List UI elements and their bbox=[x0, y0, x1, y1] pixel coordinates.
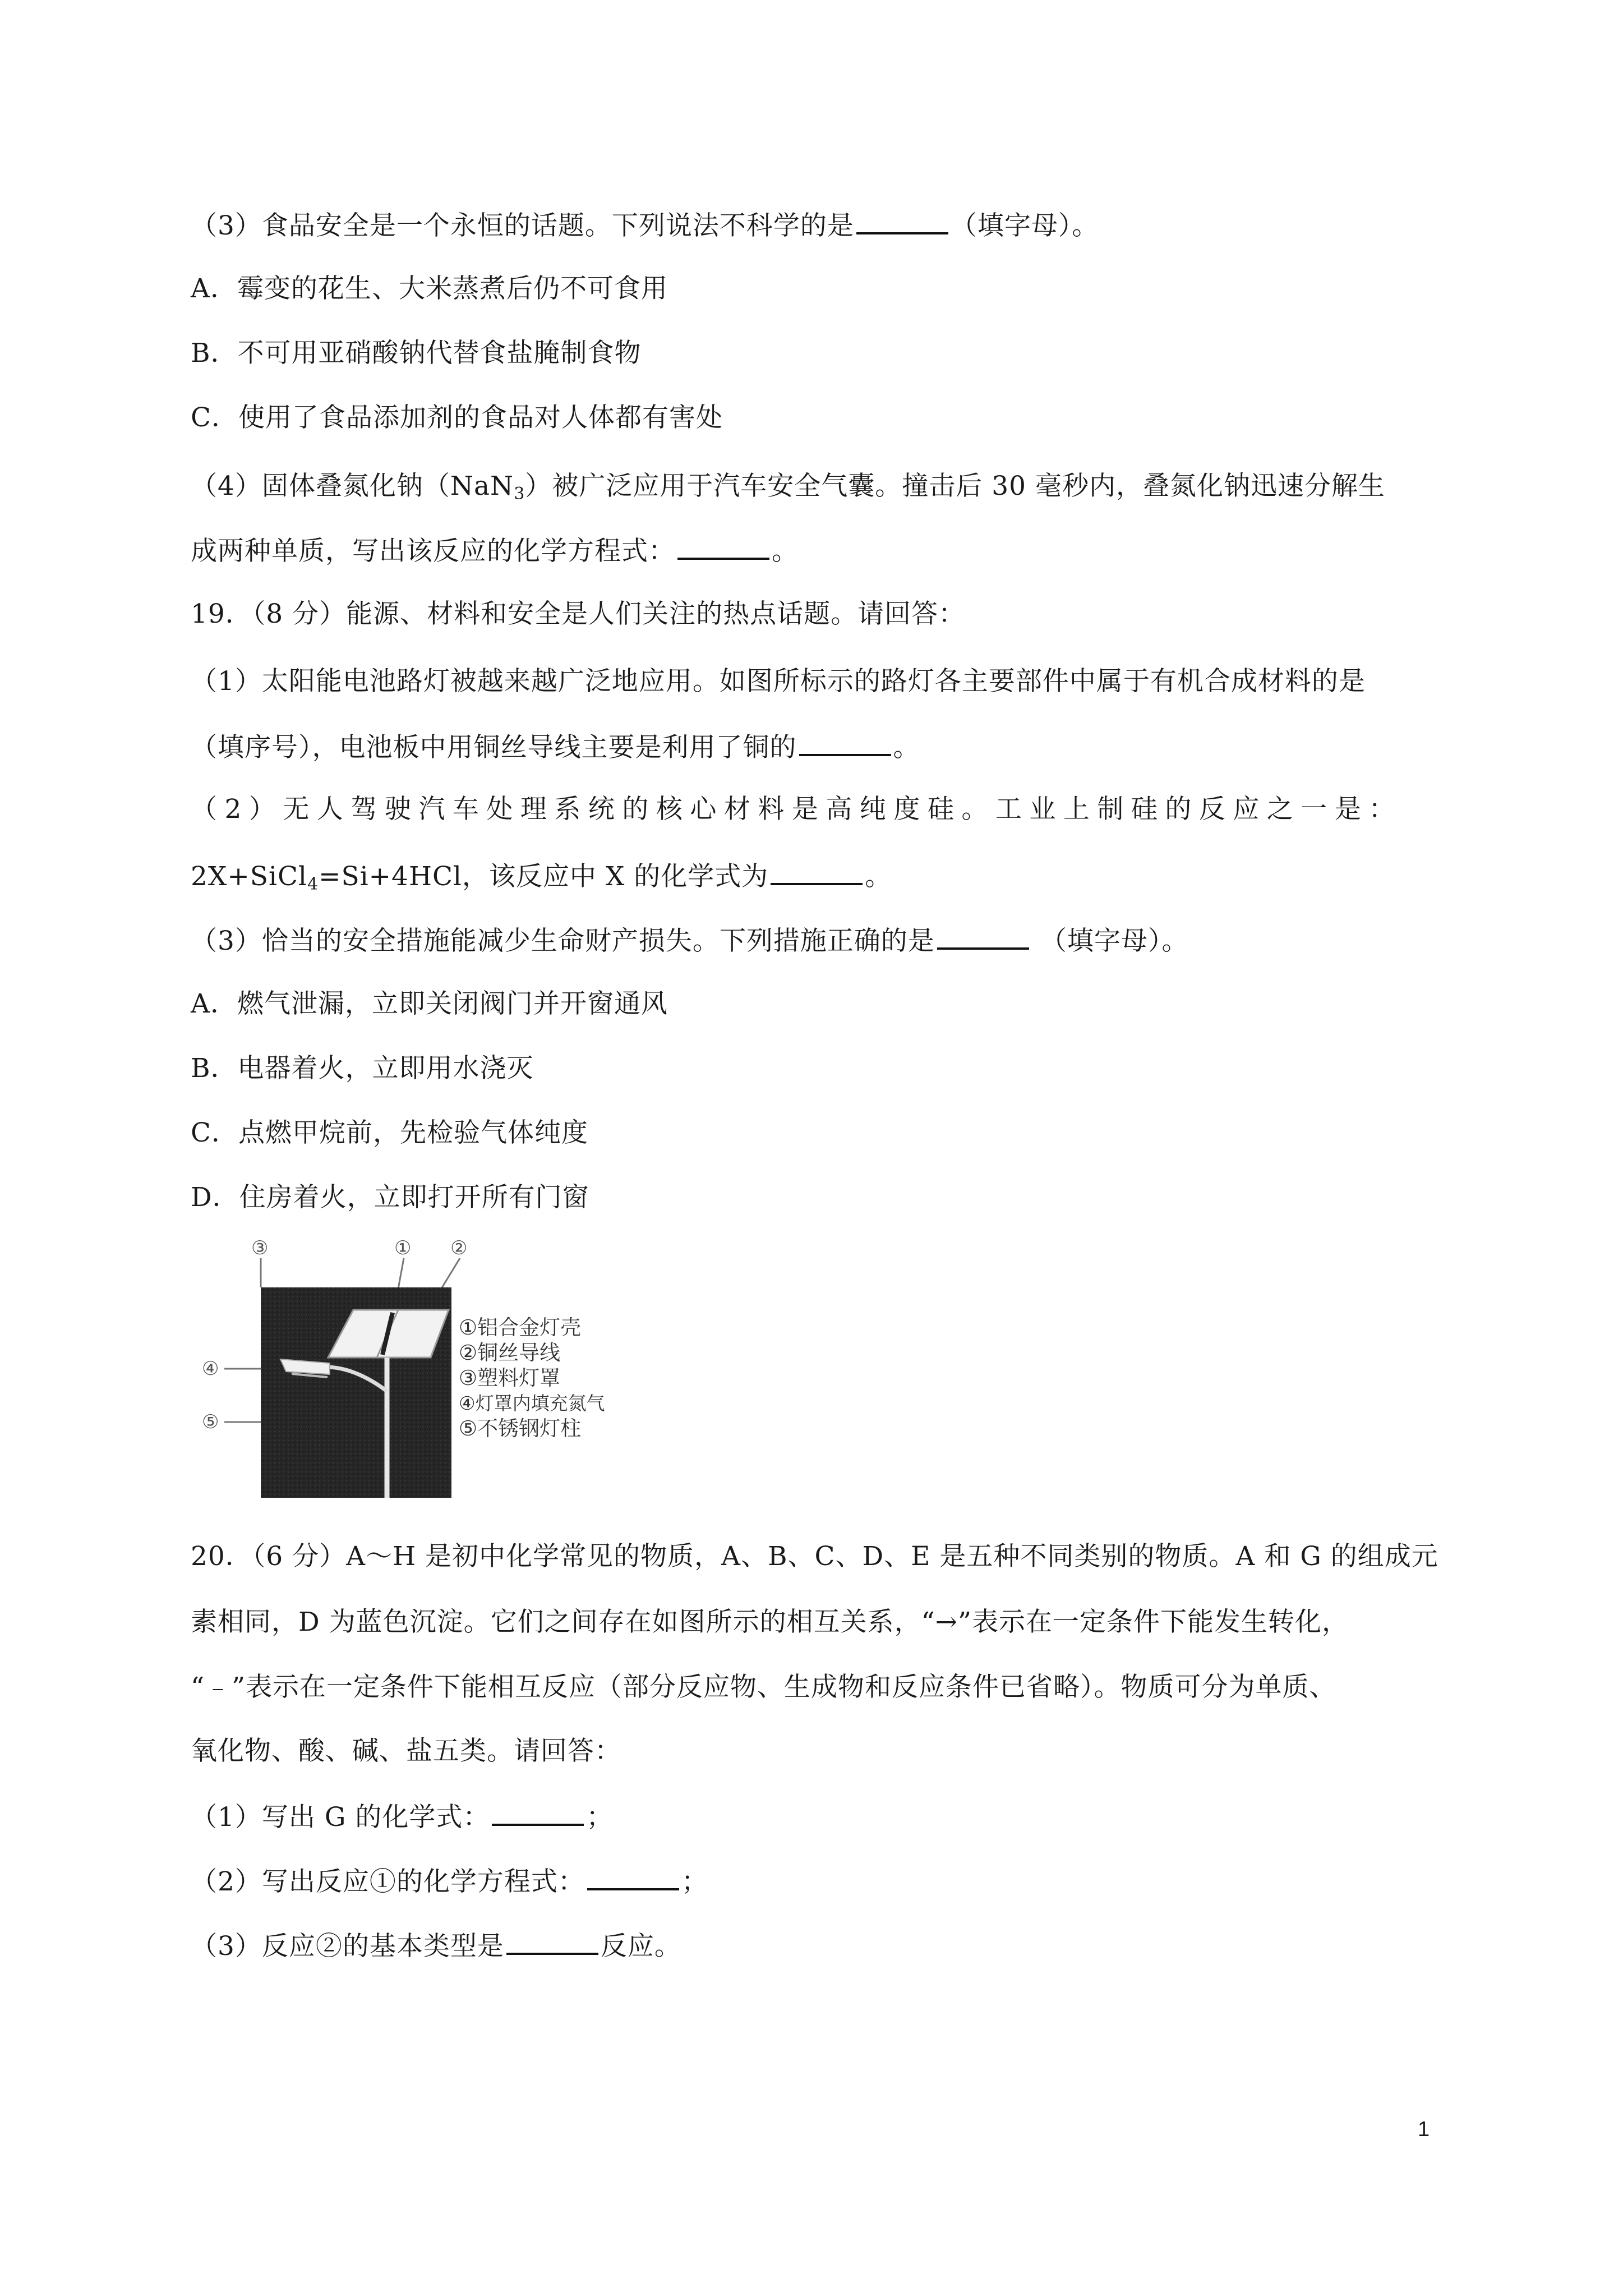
q20-3-text: （3）反应②的基本类型是 bbox=[191, 1931, 504, 1962]
q19-1-line2-suffix: 。 bbox=[893, 732, 920, 763]
q20-line3: “﹣”表示在一定条件下能相互反应（部分反应物、生成物和反应条件已省略）。物质可分为单质、 bbox=[191, 1672, 1336, 1703]
q20-line1: 20．（6 分）A～H 是初中化学常见的物质，A、B、C、D、E 是五种不同类别的物质。A 和 G 的组成元 bbox=[191, 1541, 1438, 1572]
q20-1-suffix: ； bbox=[586, 1802, 614, 1833]
q18-4-line1 bbox=[191, 470, 1385, 511]
q18-3-stem bbox=[191, 208, 1099, 243]
q19-3-stem bbox=[191, 923, 1188, 958]
answer-blank[interactable] bbox=[937, 923, 1029, 950]
q18-3-stem-suffix: （填字母）。 bbox=[950, 210, 1099, 241]
callout-3: ③ bbox=[251, 1237, 269, 1259]
q19-stem: 19．（8 分）能源、材料和安全是人们关注的热点话题。请回答： bbox=[191, 599, 966, 629]
q18-4-subscript: 3 bbox=[514, 484, 525, 504]
legend-item-2: ②铜丝导线 bbox=[459, 1341, 561, 1365]
q19-2-suffix: 。 bbox=[865, 861, 892, 892]
q20-3-suffix: 反应。 bbox=[600, 1931, 681, 1962]
q19-2-line1: （2）无人驾驶汽车处理系统的核心材料是高纯度硅。工业上制硅的反应之一是： bbox=[191, 794, 1403, 825]
q19-3-option-b: B．电器着火，立即用水浇灭 bbox=[191, 1053, 534, 1084]
q20-1 bbox=[191, 1799, 613, 1834]
q19-1-line1: （1）太阳能电池路灯被越来越广泛地应用。如图所标示的路灯各主要部件中属于有机合成材料的是 bbox=[191, 666, 1366, 697]
q19-2-subscript: 4 bbox=[307, 875, 319, 894]
answer-blank[interactable] bbox=[506, 1928, 598, 1955]
q20-2 bbox=[191, 1864, 708, 1899]
q20-2-text: （2）写出反应①的化学方程式： bbox=[191, 1866, 585, 1897]
answer-blank[interactable] bbox=[587, 1864, 679, 1890]
legend-item-5: ⑤不锈钢灯柱 bbox=[459, 1416, 582, 1441]
q19-1-line2 bbox=[191, 729, 920, 765]
answer-blank[interactable] bbox=[492, 1799, 584, 1826]
q19-3-option-a: A．燃气泄漏，立即关闭阀门并开窗通风 bbox=[191, 988, 668, 1019]
callout-2: ② bbox=[450, 1237, 468, 1259]
callout-5: ⑤ bbox=[202, 1411, 219, 1433]
q18-4-text-a: （4）固体叠氮化钠（NaN bbox=[191, 471, 514, 501]
callout-1: ① bbox=[394, 1237, 412, 1259]
q18-4-text-b: ）被广泛应用于汽车安全气囊。撞击后 30 毫秒内，叠氮化钠迅速分解生 bbox=[525, 471, 1385, 501]
page-number: 1 bbox=[1418, 2118, 1430, 2141]
legend-item-1: ①铝合金灯壳 bbox=[459, 1315, 582, 1340]
answer-blank[interactable] bbox=[677, 533, 769, 560]
q18-4-line2-suffix: 。 bbox=[772, 536, 799, 567]
q18-4-line2-text: 成两种单质，写出该反应的化学方程式： bbox=[191, 536, 675, 567]
q20-3 bbox=[191, 1928, 681, 1963]
q19-2-formula-b: =Si+4HCl，该反应中 X 的化学式为 bbox=[319, 861, 769, 892]
q19-3-option-c: C．点燃甲烷前，先检验气体纯度 bbox=[191, 1117, 588, 1148]
answer-blank[interactable] bbox=[799, 729, 891, 756]
q19-2-formula-a: 2X+SiCl bbox=[191, 861, 307, 892]
q19-3-option-d: D．住房着火，立即打开所有门窗 bbox=[191, 1182, 589, 1213]
q18-4-line2 bbox=[191, 533, 799, 568]
q20-2-suffix: ； bbox=[681, 1866, 708, 1897]
legend-item-4: ④灯罩内填充氮气 bbox=[459, 1392, 605, 1414]
q18-3-stem-text: （3）食品安全是一个永恒的话题。下列说法不科学的是 bbox=[191, 210, 854, 241]
callout-4: ④ bbox=[202, 1358, 219, 1380]
q20-line4: 氧化物、酸、碱、盐五类。请回答： bbox=[191, 1736, 621, 1766]
legend-item-3: ③塑料灯罩 bbox=[459, 1366, 561, 1390]
q18-3-option-b: B．不可用亚硝酸钠代替食盐腌制食物 bbox=[191, 338, 642, 369]
street-light-photo bbox=[202, 1237, 645, 1506]
answer-blank[interactable] bbox=[856, 208, 948, 234]
q19-1-line2-text: （填序号），电池板中用铜丝导线主要是利用了铜的 bbox=[191, 732, 797, 763]
answer-blank[interactable] bbox=[771, 858, 863, 885]
q19-2-line2 bbox=[191, 858, 892, 901]
q19-3-stem-text: （3）恰当的安全措施能减少生命财产损失。下列措施正确的是 bbox=[191, 926, 935, 956]
q18-3-option-c: C．使用了食品添加剂的食品对人体都有害处 bbox=[191, 402, 723, 433]
street-light-figure bbox=[202, 1237, 645, 1506]
q20-1-text: （1）写出 G 的化学式： bbox=[191, 1802, 490, 1833]
q19-3-stem-suffix: （填字母）。 bbox=[1031, 926, 1189, 956]
q18-3-option-a: A．霉变的花生、大米蒸煮后仍不可食用 bbox=[191, 273, 668, 304]
q20-line2: 素相同，D 为蓝色沉淀。它们之间存在如图所示的相互关系，“→”表示在一定条件下能发生转化， bbox=[191, 1607, 1349, 1637]
